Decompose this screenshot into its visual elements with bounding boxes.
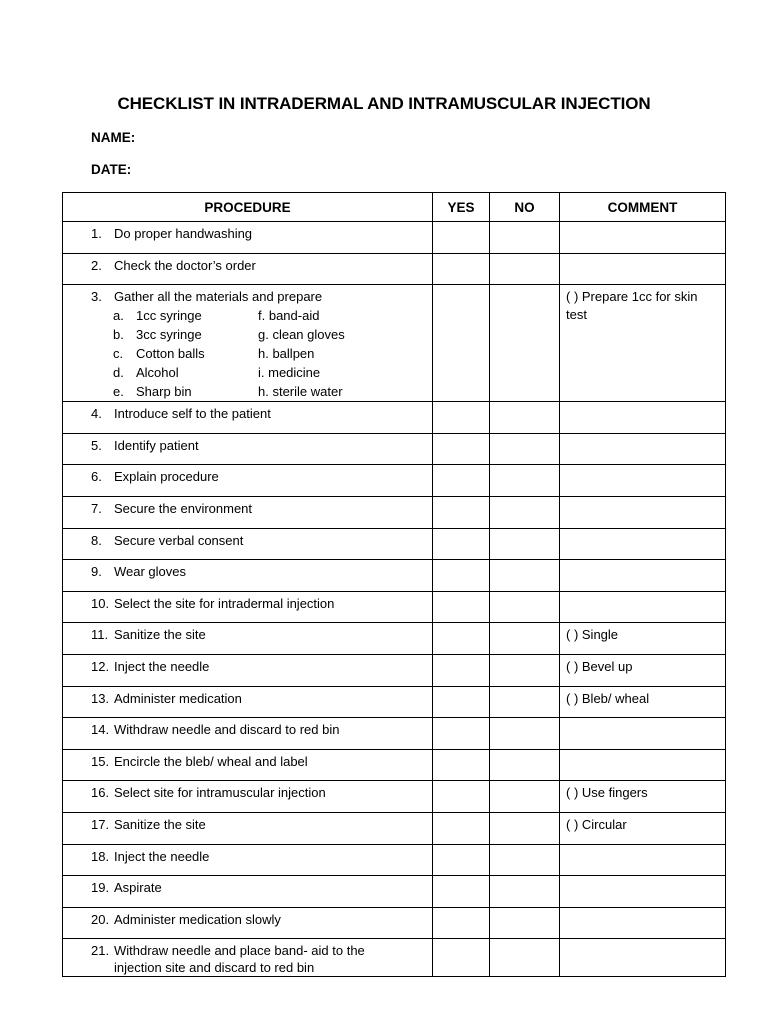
material-right: h. sterile water: [258, 384, 343, 400]
step-number: 17.: [91, 816, 110, 832]
step-text: Select the site for intradermal injection: [114, 595, 335, 611]
step-number: 20.: [91, 911, 110, 927]
date-label: DATE:: [91, 162, 132, 177]
checklist-table: [62, 192, 726, 977]
step-text: Inject the needle: [114, 658, 210, 674]
table-row: [63, 623, 726, 655]
material-letter: b.: [113, 327, 124, 343]
procedure-cell: [63, 686, 433, 718]
step-text: Introduce self to the patient: [114, 406, 271, 422]
material-left: Alcohol: [136, 365, 179, 381]
material-item: [91, 325, 428, 344]
step-number: 10.: [91, 595, 110, 611]
step-number: 8.: [91, 532, 102, 548]
material-right: h. ballpen: [258, 346, 315, 362]
table-row: [63, 222, 726, 254]
procedure-cell: [63, 253, 433, 285]
table-body: [63, 222, 726, 977]
comment-cell: ( ) Single: [560, 623, 726, 655]
no-cell[interactable]: [490, 844, 560, 876]
procedure-cell: [63, 939, 433, 977]
step-number: 11.: [91, 627, 109, 643]
step-text: Check the doctor’s order: [114, 257, 256, 273]
procedure-cell: [63, 560, 433, 592]
yes-cell[interactable]: [433, 285, 490, 402]
comment-cell: [560, 560, 726, 592]
table-row: [63, 496, 726, 528]
no-cell[interactable]: [490, 285, 560, 402]
step-number: 3.: [91, 289, 102, 305]
material-item: [91, 344, 428, 363]
table-header-row: [63, 193, 726, 222]
comment-cell: [560, 749, 726, 781]
no-cell[interactable]: [490, 654, 560, 686]
no-cell[interactable]: [490, 496, 560, 528]
procedure-cell: [63, 876, 433, 908]
step-text: Explain procedure: [114, 469, 219, 485]
no-cell[interactable]: [490, 939, 560, 977]
step-number: 6.: [91, 469, 102, 485]
table-row: [63, 560, 726, 592]
table-row: [63, 686, 726, 718]
yes-cell[interactable]: [433, 496, 490, 528]
step-text: Administer medication: [114, 690, 242, 706]
no-cell[interactable]: [490, 222, 560, 254]
material-item: [91, 363, 428, 382]
table-row: [63, 876, 726, 908]
step-text: Withdraw needle and discard to red bin: [114, 722, 340, 738]
table-row: [63, 939, 726, 977]
procedure-cell: [63, 591, 433, 623]
yes-cell[interactable]: [433, 844, 490, 876]
name-label: NAME:: [91, 130, 136, 145]
procedure-cell: [63, 285, 433, 402]
no-cell[interactable]: [490, 433, 560, 465]
step-text: Secure verbal consent: [114, 532, 244, 548]
step-text: Gather all the materials and prepare: [114, 289, 323, 305]
step-number: 7.: [91, 500, 102, 516]
yes-cell[interactable]: [433, 939, 490, 977]
step-text: Inject the needle: [114, 848, 210, 864]
header-no: NO: [490, 193, 560, 222]
yes-cell[interactable]: [433, 812, 490, 844]
material-item: [91, 382, 428, 401]
procedure-cell: [63, 465, 433, 497]
no-cell[interactable]: [490, 718, 560, 750]
comment-cell: ( ) Bevel up: [560, 654, 726, 686]
procedure-cell: [63, 623, 433, 655]
material-letter: e.: [113, 384, 124, 400]
material-right: f. band-aid: [258, 308, 320, 324]
table-row: [63, 907, 726, 939]
yes-cell[interactable]: [433, 528, 490, 560]
table-row: [63, 465, 726, 497]
step-text: Administer medication slowly: [114, 911, 281, 927]
yes-cell[interactable]: [433, 686, 490, 718]
step-text: Identify patient: [114, 437, 199, 453]
yes-cell[interactable]: [433, 718, 490, 750]
yes-cell[interactable]: [433, 654, 490, 686]
table-row: [63, 528, 726, 560]
header-comment: COMMENT: [560, 193, 726, 222]
procedure-cell: [63, 528, 433, 560]
material-letter: c.: [113, 346, 124, 362]
step-text: Aspirate: [114, 880, 162, 896]
step-number: 4.: [91, 406, 102, 422]
no-cell[interactable]: [490, 812, 560, 844]
comment-cell: ( ) Bleb/ wheal: [560, 686, 726, 718]
comment-cell: [560, 591, 726, 623]
no-cell[interactable]: [490, 749, 560, 781]
yes-cell[interactable]: [433, 222, 490, 254]
step-number: 5.: [91, 437, 102, 453]
no-cell[interactable]: [490, 402, 560, 434]
no-cell[interactable]: [490, 623, 560, 655]
yes-cell[interactable]: [433, 749, 490, 781]
no-cell[interactable]: [490, 528, 560, 560]
comment-cell: [560, 402, 726, 434]
no-cell[interactable]: [490, 591, 560, 623]
step-text: Withdraw needle and place band- aid to the: [114, 943, 365, 959]
step-number: 19.: [91, 880, 110, 896]
step-number: 14.: [91, 722, 110, 738]
procedure-cell: [63, 654, 433, 686]
procedure-cell: [63, 433, 433, 465]
no-cell[interactable]: [490, 253, 560, 285]
material-left: Sharp bin: [136, 384, 192, 400]
header-procedure: PROCEDURE: [63, 193, 433, 222]
yes-cell[interactable]: [433, 465, 490, 497]
step-number: 21.: [91, 943, 110, 959]
step-text: Do proper handwashing: [114, 226, 253, 241]
step-number: 13.: [91, 690, 110, 706]
step-text: Encircle the bleb/ wheal and label: [114, 753, 308, 769]
step-number: 16.: [91, 785, 110, 801]
material-right: g. clean gloves: [258, 327, 345, 343]
table-row: [63, 749, 726, 781]
no-cell[interactable]: [490, 781, 560, 813]
yes-cell[interactable]: [433, 907, 490, 939]
table-row: [63, 253, 726, 285]
material-left: 3cc syringe: [136, 327, 202, 343]
yes-cell[interactable]: [433, 591, 490, 623]
table-row: [63, 718, 726, 750]
comment-cell: [560, 876, 726, 908]
yes-cell[interactable]: [433, 402, 490, 434]
comment-cell: ( ) Circular: [560, 812, 726, 844]
table-row: [63, 591, 726, 623]
table-row: [63, 285, 726, 402]
step-number: 1.: [91, 226, 102, 241]
procedure-cell: [63, 496, 433, 528]
yes-cell[interactable]: [433, 560, 490, 592]
comment-cell: ( ) Prepare 1cc for skin test: [560, 285, 726, 402]
comment-cell: [560, 844, 726, 876]
comment-cell: [560, 465, 726, 497]
page-title: CHECKLIST IN INTRADERMAL AND INTRAMUSCULAR INJECTION: [117, 94, 651, 113]
procedure-cell: [63, 907, 433, 939]
comment-cell: [560, 222, 726, 254]
table-row: [63, 844, 726, 876]
no-cell[interactable]: [490, 560, 560, 592]
step-number: 9.: [91, 564, 102, 580]
step-text: Secure the environment: [114, 500, 253, 516]
procedure-cell: [63, 844, 433, 876]
comment-cell: ( ) Use fingers: [560, 781, 726, 813]
comment-cell: [560, 496, 726, 528]
step-text: Sanitize the site: [114, 627, 206, 643]
yes-cell[interactable]: [433, 433, 490, 465]
material-letter: a.: [113, 308, 124, 324]
procedure-cell: [63, 718, 433, 750]
procedure-cell: [63, 781, 433, 813]
step-text: Sanitize the site: [114, 816, 206, 832]
header-yes: YES: [433, 193, 490, 222]
comment-cell: [560, 939, 726, 977]
yes-cell[interactable]: [433, 876, 490, 908]
no-cell[interactable]: [490, 465, 560, 497]
table-row: [63, 781, 726, 813]
material-right: i. medicine: [258, 365, 321, 381]
procedure-cell: [63, 749, 433, 781]
step-text: Wear gloves: [114, 564, 187, 580]
procedure-cell: [63, 812, 433, 844]
materials-list: [91, 306, 428, 401]
yes-cell[interactable]: [433, 253, 490, 285]
yes-cell[interactable]: [433, 781, 490, 813]
comment-cell: [560, 718, 726, 750]
table-row: [63, 433, 726, 465]
step-number: 15.: [91, 753, 110, 769]
step-number: 2.: [91, 257, 102, 273]
no-cell[interactable]: [490, 876, 560, 908]
material-left: 1cc syringe: [136, 308, 202, 324]
comment-cell: [560, 433, 726, 465]
yes-cell[interactable]: [433, 623, 490, 655]
step-number: 12.: [91, 658, 110, 674]
step-text: Select site for intramuscular injection: [114, 785, 326, 801]
no-cell[interactable]: [490, 907, 560, 939]
no-cell[interactable]: [490, 686, 560, 718]
step-number: 18.: [91, 848, 110, 864]
table-row: [63, 654, 726, 686]
comment-cell: [560, 907, 726, 939]
step-text-continued: injection site and discard to red bin: [114, 960, 315, 976]
material-left: Cotton balls: [136, 346, 205, 362]
procedure-cell: [63, 222, 433, 254]
table-row: [63, 812, 726, 844]
table-row: [63, 402, 726, 434]
material-letter: d.: [113, 365, 124, 381]
comment-cell: [560, 528, 726, 560]
procedure-cell: [63, 402, 433, 434]
material-item: [91, 306, 428, 325]
comment-cell: [560, 253, 726, 285]
